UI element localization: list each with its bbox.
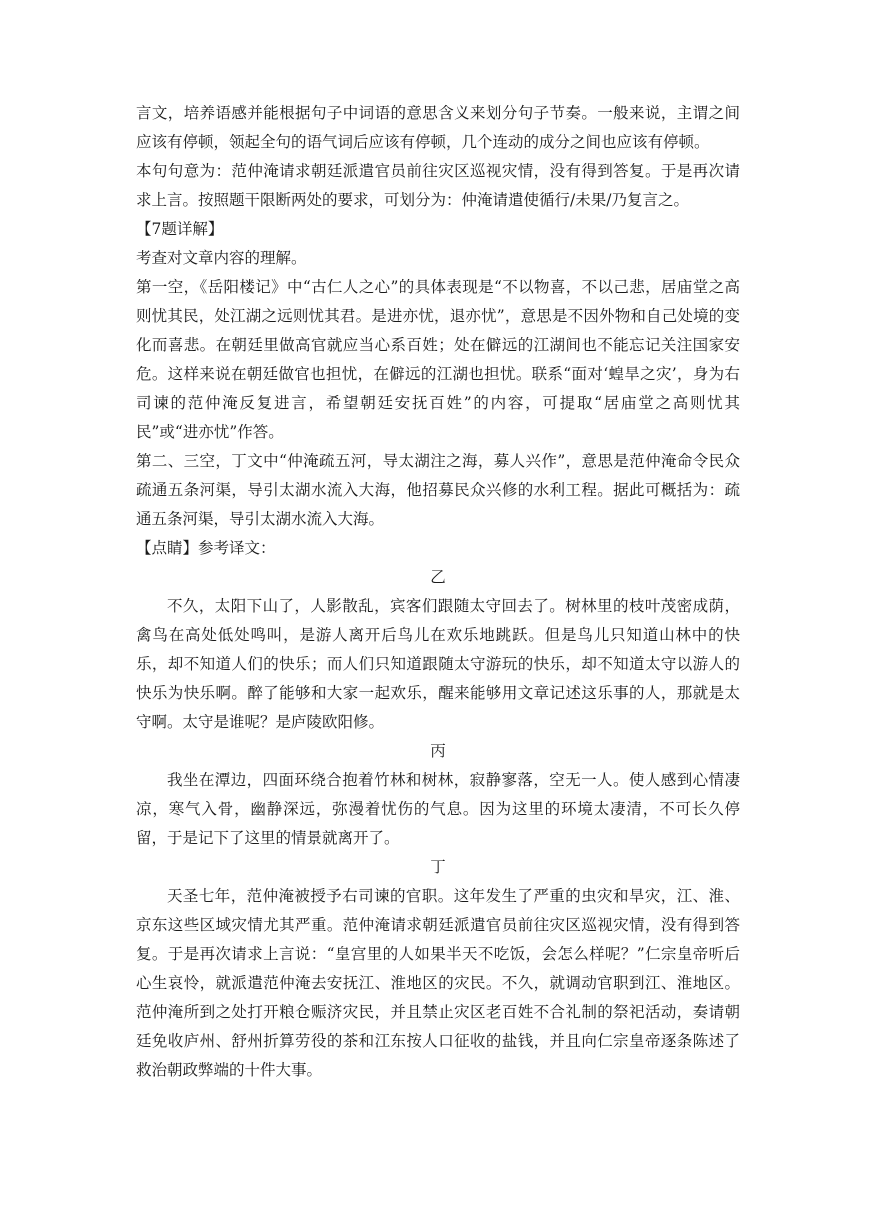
section-title-ding: 丁	[430, 858, 446, 876]
section-text-bing: 我坐在潭边，四面环绕合抱着竹林和树林，寂静寥落，空无一人。使人感到心情凄凉，寒气入骨，幽静深远，弥漫着忧伤的气息。因为这里的环境太凄清，不可长久停留，于是记下了这里的情景就离开了。	[136, 771, 740, 847]
document-page	[136, 99, 740, 1085]
section-title-yi: 乙	[430, 568, 446, 586]
section-title-bing: 丙	[430, 742, 446, 760]
q7-paragraph-2: 第一空，《岳阳楼记》中“古仁人之心”的具体表现是“不以物喜，不以己悲，居庙堂之高则忧其民，处江湖之远则忧其君。是进亦忧，退亦忧”，意思是不因外物和自己处境的变化而喜悲。在朝廷里做高官就应当心系百姓；处在僻远的江湖间也不能忘记关注国家安危。这样来说在朝廷做官也担忧，在僻远的江湖也担忧。联系“面对‘蝗旱之灾’，身为右司谏的范仲淹反复进言，希望朝廷安抚百姓”的内容，可提取“居庙堂之高则忧其民”或“进亦忧”作答。	[136, 278, 740, 441]
top-paragraph-2: 本句句意为：范仲淹请求朝廷派遣官员前往灾区巡视灾情，没有得到答复。于是再次请求上言。按照题干限断两处的要求，可划分为：仲淹请遣使循行/未果/乃复言之。	[136, 162, 740, 209]
q7-heading: 【7题详解】	[136, 220, 224, 238]
section-text-ding: 天圣七年，范仲淹被授予右司谏的官职。这年发生了严重的虫灾和旱灾，江、淮、京东这些区域灾情尤其严重。范仲淹请求朝廷派遣官员前往灾区巡视灾情，没有得到答复。于是再次请求上言说：“皇宫里的人如果半天不吃饭，会怎么样呢？”仁宗皇帝听后心生哀怜，就派遣范仲淹去安抚江、淮地区的灾民。不久，就调动官职到江、淮地区。范仲淹所到之处打开粮仓赈济灾民，并且禁止灾区老百姓不合礼制的祭祀活动，奏请朝廷免收庐州、舒州折算劳役的茶和江东按人口征收的盐钱，并且向仁宗皇帝逐条陈述了救治朝政弊端的十件大事。	[136, 887, 740, 1079]
q7-paragraph-1: 考查对文章内容的理解。	[136, 249, 307, 267]
dianjing-heading: 【点睛】参考译文：	[136, 539, 276, 557]
section-text-yi: 不久，太阳下山了，人影散乱，宾客们跟随太守回去了。树林里的枝叶茂密成荫，禽鸟在高处低处鸣叫，是游人离开后鸟儿在欢乐地跳跃。但是鸟儿只知道山林中的快乐，却不知道人们的快乐；而人们只知道跟随太守游玩的快乐，却不知道太守以游人的快乐为快乐啊。醉了能够和大家一起欢乐，醒来能够用文章记述这乐事的人，那就是太守啊。太守是谁呢？是庐陵欧阳修。	[136, 597, 740, 731]
q7-paragraph-3: 第二、三空，丁文中“仲淹疏五河，导太湖注之海，募人兴作”，意思是范仲淹命令民众疏通五条河渠，导引太湖水流入大海，他招募民众兴修的水利工程。据此可概括为：疏通五条河渠，导引太湖水流入大海。	[136, 452, 740, 528]
top-paragraph-1: 言文，培养语感并能根据句子中词语的意思含义来划分句子节奏。一般来说，主谓之间应该有停顿，领起全句的语气词后应该有停顿，几个连动的成分之间也应该有停顿。	[136, 104, 740, 151]
